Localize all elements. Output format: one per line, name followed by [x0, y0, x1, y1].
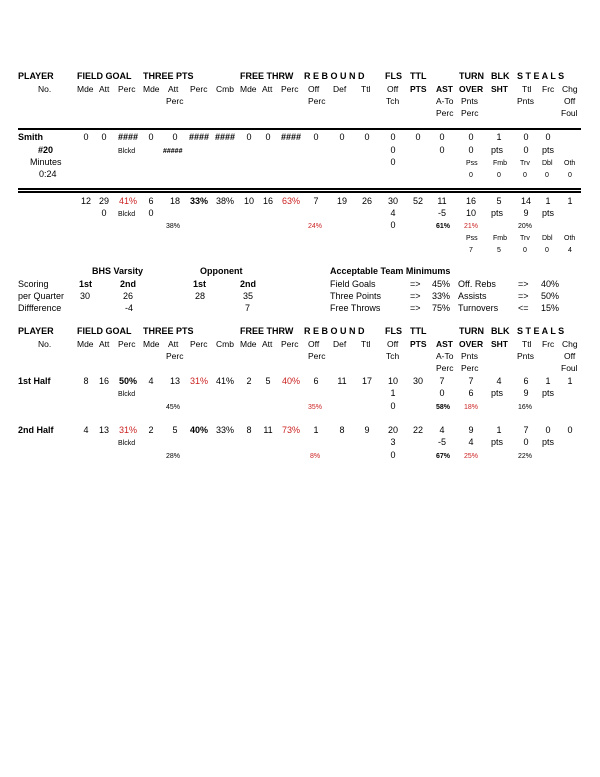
- h1-st-chg: 1: [567, 376, 573, 386]
- player-pts-label: pts: [491, 145, 504, 155]
- player-att-perc: #####: [163, 148, 183, 155]
- hdr2-st-frc: Frc: [542, 339, 555, 349]
- team-fg-perc: 41%: [118, 196, 138, 206]
- hdr-st-foul: Foul: [561, 108, 578, 118]
- h1-st-frc: 1: [545, 376, 551, 386]
- h1-reb-ttl: 17: [361, 376, 373, 386]
- minutes-label: Minutes: [30, 157, 62, 167]
- min-value-fg: 45%: [432, 279, 451, 289]
- hdr2-blk: BLK: [491, 326, 510, 336]
- team-fls-last: 0: [390, 220, 396, 230]
- hdr2-no: No.: [38, 339, 52, 349]
- h2-att-perc: 28%: [166, 453, 181, 460]
- team-tp-mde: 6: [148, 196, 154, 206]
- team-tp-mde2: 0: [148, 208, 154, 218]
- player-trv-value: 0: [523, 172, 527, 179]
- hdr2-fg-att: Att: [99, 339, 110, 349]
- player-ast: 0: [439, 132, 445, 142]
- h2-st-pnts: 0: [523, 437, 529, 447]
- player-tp-att: 0: [172, 132, 178, 142]
- player-ft-att: 0: [265, 132, 271, 142]
- player-st-ttl: 0: [523, 132, 529, 142]
- h1-blk: 4: [496, 376, 502, 386]
- team-over-perc: 21%: [464, 223, 479, 230]
- h2-fls: 20: [387, 425, 399, 435]
- min-label-rebs: Off. Rebs: [458, 279, 496, 289]
- hdr2-ttl: TTL: [410, 326, 427, 336]
- team-trv-label: Trv: [520, 235, 530, 242]
- h1-att-perc: 45%: [166, 404, 181, 411]
- hdr-free-thrw: FREE THRW: [240, 71, 294, 81]
- player-pts: 0: [415, 132, 421, 142]
- hdr2-reb-def: Def: [333, 339, 347, 349]
- opp-diff-value: 7: [245, 303, 251, 313]
- h1-ft-mde: 2: [246, 376, 252, 386]
- team-ft-mde: 10: [243, 196, 255, 206]
- hdr2-ft-mde: Mde: [240, 339, 257, 349]
- player-blk: 1: [496, 132, 502, 142]
- team-tch: 4: [390, 208, 396, 218]
- team-st-frc: 1: [545, 196, 551, 206]
- hdr2-steals: S T E A L S: [517, 326, 565, 336]
- h2-ast-perc: 67%: [436, 453, 451, 460]
- difference-label: Diffference: [18, 303, 62, 313]
- hdr-fls-off: Off: [387, 84, 399, 94]
- player-fg-perc: ####: [117, 132, 139, 142]
- team-tp-att: 18: [169, 196, 181, 206]
- hdr-over-pnts: Pnts: [461, 96, 479, 106]
- h2-ft-mde: 8: [246, 425, 252, 435]
- player-pss-value: 0: [469, 172, 473, 179]
- player-ft-perc: ####: [280, 132, 302, 142]
- h2-blk-pts-label: pts: [491, 437, 504, 447]
- h2-over: 9: [468, 425, 474, 435]
- min-arrow-assists: =>: [518, 291, 529, 301]
- first-half-label: 1st Half: [18, 376, 51, 386]
- hdr-blk: BLK: [491, 71, 510, 81]
- bhs-diff-value: -4: [125, 303, 134, 313]
- hdr2-st-chg: Chg: [562, 339, 578, 349]
- hdr-tp-mde: Mde: [143, 84, 160, 94]
- hdr-reb-def: Def: [333, 84, 347, 94]
- divider-header: [18, 128, 581, 130]
- min-label-fg: Field Goals: [330, 279, 376, 289]
- h2-over-pnts: 4: [468, 437, 474, 447]
- team-fmb-label: Fmb: [493, 235, 507, 242]
- hdr-ast: AST: [436, 84, 453, 94]
- player-reb-ttl: 0: [364, 132, 370, 142]
- hdr2-tp-perc: Perc: [190, 339, 208, 349]
- hdr2-cmb: Cmb: [216, 339, 234, 349]
- h1-ast: 7: [439, 376, 445, 386]
- h2-reb-ttl: 9: [364, 425, 370, 435]
- min-value-ft: 75%: [432, 303, 451, 313]
- team-st-pnts: 9: [523, 208, 529, 218]
- player-fmb-value: 0: [497, 172, 501, 179]
- player-fmb-label: Fmb: [493, 160, 507, 167]
- team-fg-att: 29: [98, 196, 110, 206]
- hdr2-reb-off: Off: [308, 339, 320, 349]
- hdr2-st-off: Off: [564, 351, 576, 361]
- h1-blk-pts-label: pts: [491, 388, 504, 398]
- h2-over-perc: 25%: [464, 453, 479, 460]
- hdr-st-frc: Frc: [542, 84, 555, 94]
- bhs-1st-value: 30: [80, 291, 91, 301]
- player-st-pnts: 0: [523, 145, 529, 155]
- h1-tp-perc: 31%: [189, 376, 209, 386]
- team-over: 16: [465, 196, 477, 206]
- hdr-over: OVER: [459, 84, 484, 94]
- h2-fls-last: 0: [390, 450, 396, 460]
- player-tp-mde: 0: [148, 132, 154, 142]
- player-fg-att: 0: [101, 132, 107, 142]
- hdr-st-ttl: Ttl: [522, 84, 532, 94]
- player-oth-value: 0: [568, 172, 572, 179]
- h1-fg-att: 16: [98, 376, 110, 386]
- team-pss-label: Pss: [466, 235, 478, 242]
- hdr-fg-att: Att: [99, 84, 110, 94]
- hdr-reb-off: Off: [308, 84, 320, 94]
- h2-reb-perc: 8%: [310, 453, 321, 460]
- h1-fls: 10: [387, 376, 399, 386]
- h1-st-pnts: 9: [523, 388, 529, 398]
- player-ato: 0: [439, 145, 445, 155]
- h1-tp-mde: 4: [148, 376, 154, 386]
- hdr2-three-pts: THREE PTS: [143, 326, 194, 336]
- hdr2-ft-att: Att: [262, 339, 273, 349]
- hdr2-turn: TURN: [459, 326, 484, 336]
- hdr-over-perc: Perc: [461, 108, 479, 118]
- team-over-pnts: 10: [465, 208, 477, 218]
- h1-reb-off: 6: [313, 376, 319, 386]
- player-reb-off: 0: [313, 132, 319, 142]
- hdr2-tp-att: Att: [168, 339, 179, 349]
- h1-over-perc: 18%: [464, 404, 479, 411]
- min-value-assists: 50%: [541, 291, 560, 301]
- h2-ast: 4: [439, 425, 445, 435]
- hdr2-st-ttl: Ttl: [522, 339, 532, 349]
- minimums-title: Acceptable Team Minimums: [330, 266, 451, 276]
- hdr2-tp-att-perc: Perc: [166, 351, 184, 361]
- team-st-perc: 20%: [518, 223, 533, 230]
- team-fg-att2: 0: [101, 208, 107, 218]
- hdr-steals: S T E A L S: [517, 71, 565, 81]
- team-fmb-value: 5: [497, 247, 501, 254]
- player-st-frc: 0: [545, 132, 551, 142]
- team-tp-perc: 33%: [189, 196, 209, 206]
- player-fls-last: 0: [390, 157, 396, 167]
- divider-team: [18, 188, 581, 190]
- h2-blckd: Blckd: [118, 440, 136, 447]
- player-tch: 0: [390, 145, 396, 155]
- team-oth-value: 4: [568, 247, 572, 254]
- hdr2-fls-tch: Tch: [386, 351, 400, 361]
- hdr-turn: TURN: [459, 71, 484, 81]
- player-blckd: Blckd: [118, 148, 136, 155]
- h2-fg-att: 13: [98, 425, 110, 435]
- team-ast-perc: 61%: [436, 223, 451, 230]
- team-blk: 5: [496, 196, 502, 206]
- hdr2-rebound: R E B O U N D: [304, 326, 365, 336]
- hdr-no: No.: [38, 84, 52, 94]
- team-reb-off: 7: [313, 196, 319, 206]
- team-reb-def: 19: [336, 196, 348, 206]
- h1-reb-def: 11: [337, 376, 347, 386]
- h1-fg-mde: 8: [83, 376, 89, 386]
- hdr2-field-goal: FIELD GOAL: [77, 326, 132, 336]
- h1-cmb: 41%: [215, 376, 235, 386]
- hdr2-ast-ato: A-To: [436, 351, 454, 361]
- player-cmb: ####: [214, 132, 236, 142]
- h2-ft-perc: 73%: [281, 425, 301, 435]
- min-arrow-fg: =>: [410, 279, 421, 289]
- hdr-cmb: Cmb: [216, 84, 234, 94]
- h1-ft-att: 5: [265, 376, 271, 386]
- player-trv-label: Trv: [520, 160, 530, 167]
- h2-tch: 3: [390, 437, 396, 447]
- opp-1st-header: 1st: [193, 279, 207, 289]
- team-blckd: Blckd: [118, 211, 136, 218]
- min-value-rebs: 40%: [541, 279, 560, 289]
- per-quarter-label: per Quarter: [18, 291, 65, 301]
- team-st-chg: 1: [567, 196, 573, 206]
- team-dbl-value: 0: [545, 247, 549, 254]
- hdr-ast-ato: A-To: [436, 96, 454, 106]
- min-arrow-rebs: =>: [518, 279, 529, 289]
- team-dbl-label: Dbl: [542, 235, 553, 242]
- player-fls: 0: [390, 132, 396, 142]
- h1-fg-perc: 50%: [118, 376, 138, 386]
- hdr-ft-mde: Mde: [240, 84, 257, 94]
- hdr-field-goal: FIELD GOAL: [77, 71, 132, 81]
- scoring-label: Scoring: [18, 279, 49, 289]
- team-ato: -5: [437, 208, 447, 218]
- hdr-ft-att: Att: [262, 84, 273, 94]
- player-oth-label: Oth: [564, 160, 576, 167]
- hdr-ttl: TTL: [410, 71, 427, 81]
- team-st-ttl: 14: [520, 196, 532, 206]
- hdr-rebound: R E B O U N D: [304, 71, 365, 81]
- min-value-3p: 33%: [432, 291, 451, 301]
- team-pss-value: 7: [469, 247, 473, 254]
- min-label-assists: Assists: [458, 291, 487, 301]
- hdr-player: PLAYER: [18, 71, 54, 81]
- hdr-three-pts: THREE PTS: [143, 71, 194, 81]
- h1-over: 7: [468, 376, 474, 386]
- team-ft-att: 16: [262, 196, 274, 206]
- h2-reb-def: 8: [339, 425, 345, 435]
- h2-st-frc: 0: [545, 425, 551, 435]
- hdr2-reb-off-perc: Perc: [308, 351, 326, 361]
- h2-fg-perc: 31%: [118, 425, 138, 435]
- h1-over-pnts: 6: [468, 388, 474, 398]
- h2-st-chg: 0: [567, 425, 573, 435]
- hdr2-fls: FLS: [385, 326, 402, 336]
- team-pts: 52: [412, 196, 424, 206]
- h1-tch: 1: [390, 388, 396, 398]
- hdr-tp-att: Att: [168, 84, 179, 94]
- hdr-sht: SHT: [491, 84, 508, 94]
- hdr-fg-mde: Mde: [77, 84, 94, 94]
- h1-ft-perc: 40%: [281, 376, 301, 386]
- h2-cmb: 33%: [215, 425, 235, 435]
- hdr-fls-tch: Tch: [386, 96, 400, 106]
- h2-fg-mde: 4: [83, 425, 89, 435]
- hdr2-fg-perc: Perc: [118, 339, 136, 349]
- hdr2-st-pnts: Pnts: [517, 351, 535, 361]
- h2-tp-perc: 40%: [189, 425, 209, 435]
- h1-ast-perc: 58%: [436, 404, 451, 411]
- team-pts-label: pts: [491, 208, 504, 218]
- hdr2-over-pnts: Pnts: [461, 351, 479, 361]
- bhs-1st-header: 1st: [79, 279, 93, 289]
- hdr2-ast: AST: [436, 339, 453, 349]
- bhs-2nd-value: 26: [123, 291, 134, 301]
- team-oth-label: Oth: [564, 235, 576, 242]
- team-cmb: 38%: [215, 196, 235, 206]
- h2-tp-mde: 2: [148, 425, 154, 435]
- player-pss-label: Pss: [466, 160, 478, 167]
- h2-ato: -5: [437, 437, 447, 447]
- hdr-fg-perc: Perc: [118, 84, 136, 94]
- min-label-turnovers: Turnovers: [458, 303, 499, 313]
- min-arrow-3p: =>: [410, 291, 421, 301]
- h1-st-pts-label: pts: [542, 388, 555, 398]
- h2-tp-att: 5: [172, 425, 178, 435]
- hdr2-player: PLAYER: [18, 326, 54, 336]
- h2-st-pts-label: pts: [542, 437, 555, 447]
- hdr-reb-ttl: Ttl: [361, 84, 371, 94]
- hdr2-over-perc: Perc: [461, 363, 479, 373]
- h1-blckd: Blckd: [118, 391, 136, 398]
- h2-pts: 22: [412, 425, 424, 435]
- h1-tp-att: 13: [169, 376, 181, 386]
- h1-reb-perc: 35%: [308, 404, 323, 411]
- min-label-ft: Free Throws: [330, 303, 381, 313]
- hdr2-sht: SHT: [491, 339, 508, 349]
- hdr2-fls-off: Off: [387, 339, 399, 349]
- team-att-perc: 38%: [166, 223, 181, 230]
- hdr2-tp-mde: Mde: [143, 339, 160, 349]
- hdr2-fg-mde: Mde: [77, 339, 94, 349]
- team-reb-perc: 24%: [308, 223, 323, 230]
- h1-pts: 30: [412, 376, 424, 386]
- h2-st-perc: 22%: [518, 453, 533, 460]
- min-arrow-ft: =>: [410, 303, 421, 313]
- hdr-ft-perc: Perc: [281, 84, 299, 94]
- min-value-turnovers: 15%: [541, 303, 560, 313]
- opp-2nd-value: 35: [243, 291, 254, 301]
- hdr-ast-perc: Perc: [436, 108, 454, 118]
- h1-ato: 0: [439, 388, 445, 398]
- hdr2-over: OVER: [459, 339, 484, 349]
- hdr2-reb-ttl: Ttl: [361, 339, 371, 349]
- player-st-pts-label: pts: [542, 145, 555, 155]
- h1-st-perc: 16%: [518, 404, 533, 411]
- player-name: Smith: [18, 132, 44, 142]
- player-fg-mde: 0: [83, 132, 89, 142]
- player-reb-def: 0: [339, 132, 345, 142]
- minutes-value: 0:24: [39, 169, 57, 179]
- hdr-ttl-pts: PTS: [410, 84, 427, 94]
- h2-st-ttl: 7: [523, 425, 529, 435]
- player-tp-perc: ####: [188, 132, 210, 142]
- team-fls: 30: [387, 196, 399, 206]
- team-trv-value: 0: [523, 247, 527, 254]
- player-dbl-label: Dbl: [542, 160, 553, 167]
- h2-blk: 1: [496, 425, 502, 435]
- hdr2-ast-perc: Perc: [436, 363, 454, 373]
- hdr-st-off: Off: [564, 96, 576, 106]
- team-st-pts-label: pts: [542, 208, 555, 218]
- hdr-st-pnts: Pnts: [517, 96, 535, 106]
- second-half-label: 2nd Half: [18, 425, 54, 435]
- hdr2-ttl-pts: PTS: [410, 339, 427, 349]
- team-fg-mde: 12: [80, 196, 92, 206]
- player-over-pnts: 0: [468, 145, 474, 155]
- team-reb-ttl: 26: [361, 196, 373, 206]
- hdr-reb-off-perc: Perc: [308, 96, 326, 106]
- opp-1st-value: 28: [195, 291, 206, 301]
- team-ast: 11: [437, 196, 447, 206]
- hdr2-ft-perc: Perc: [281, 339, 299, 349]
- hdr-fls: FLS: [385, 71, 402, 81]
- opp-2nd-header: 2nd: [240, 279, 257, 289]
- hdr2-free-thrw: FREE THRW: [240, 326, 294, 336]
- opponent-title: Opponent: [200, 266, 243, 276]
- min-arrow-turnovers: <=: [518, 303, 529, 313]
- hdr-tp-att-perc: Perc: [166, 96, 184, 106]
- h2-reb-off: 1: [313, 425, 319, 435]
- hdr2-st-foul: Foul: [561, 363, 578, 373]
- h1-st-ttl: 6: [523, 376, 529, 386]
- h1-fls-last: 0: [390, 401, 396, 411]
- player-over: 0: [468, 132, 474, 142]
- bhs-title: BHS Varsity: [92, 266, 144, 276]
- player-ft-mde: 0: [246, 132, 252, 142]
- hdr-tp-perc: Perc: [190, 84, 208, 94]
- player-dbl-value: 0: [545, 172, 549, 179]
- hdr-st-chg: Chg: [562, 84, 578, 94]
- team-ft-perc: 63%: [281, 196, 301, 206]
- bhs-2nd-header: 2nd: [120, 279, 137, 289]
- player-number: #20: [38, 145, 54, 155]
- h2-ft-att: 11: [263, 425, 273, 435]
- min-label-3p: Three Points: [330, 291, 382, 301]
